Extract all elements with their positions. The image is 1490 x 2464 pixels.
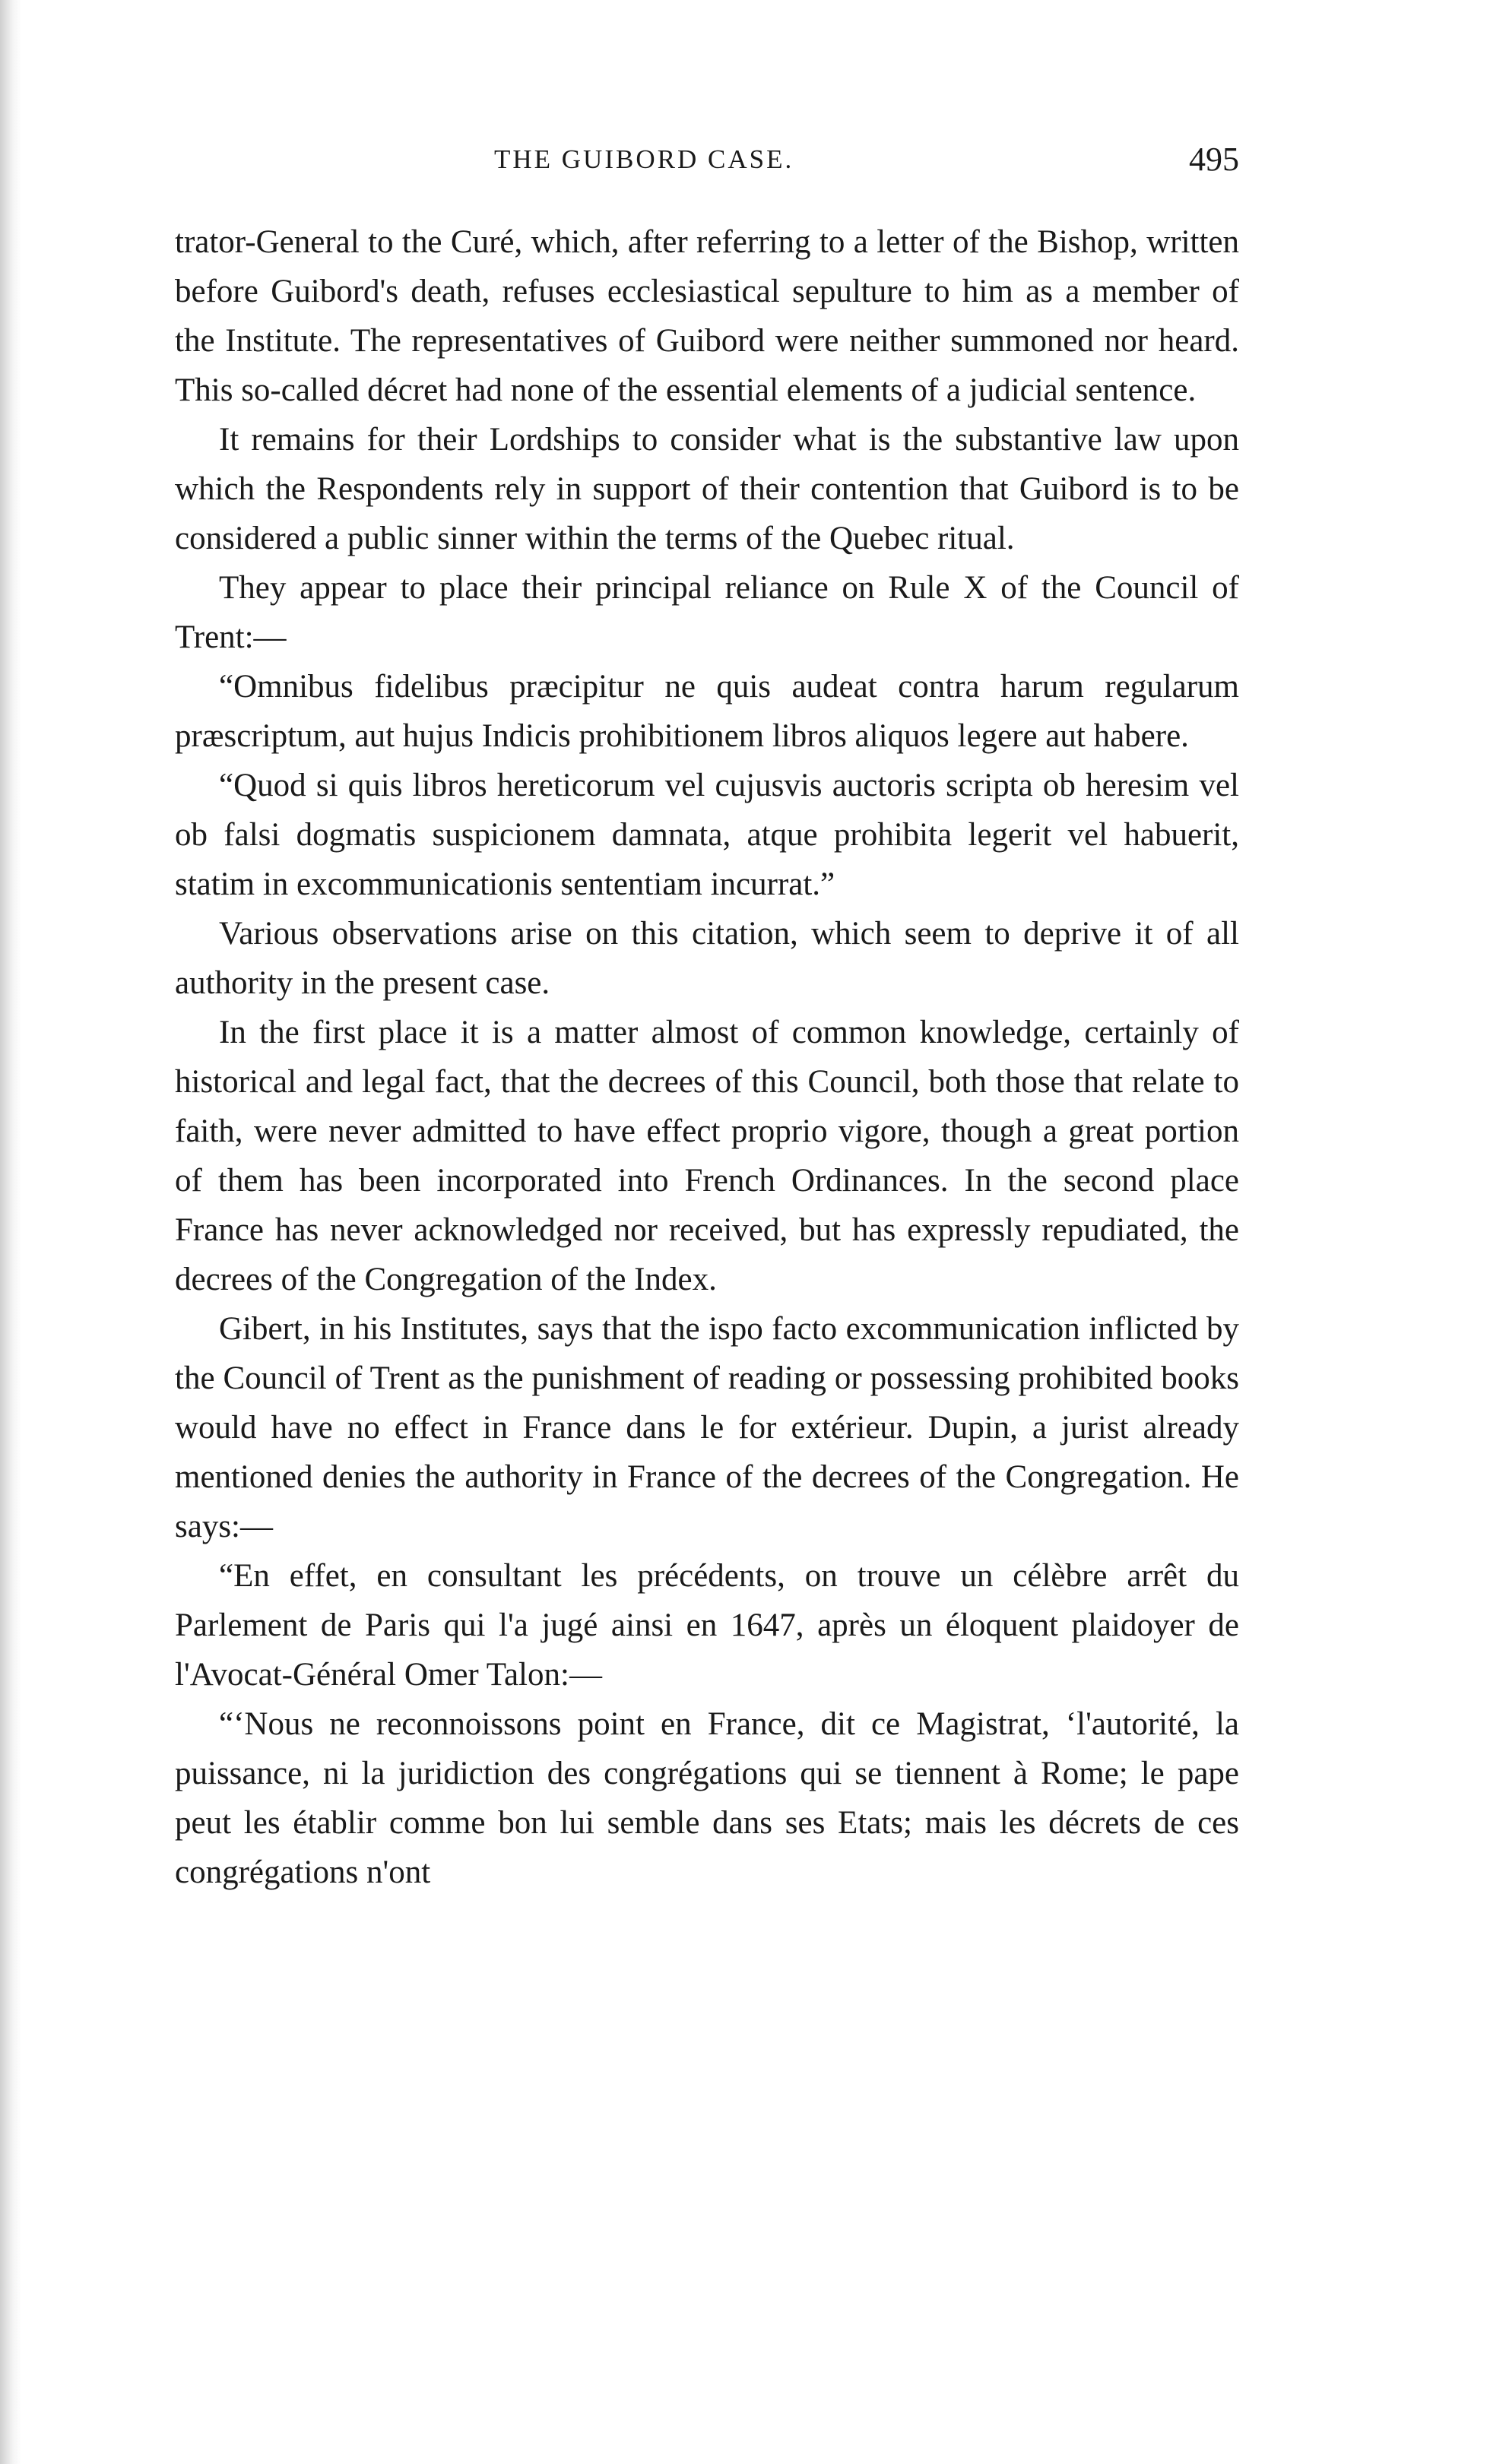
page-body <box>175 217 1239 1897</box>
paragraph-first-place: In the first place it is a matter almost of common knowledge, certainly of historical and legal fact, that the decrees of this Council, both those that relate to faith, were never admitted to have effect proprio vigore, though a great portion of them has been incorporated into French Ordinances. In the second place France has never acknowledged nor received, but has expressly repudiated, the decrees of the Congregation of the Index. <box>175 1015 1239 1297</box>
page-binding-edge <box>0 0 21 2464</box>
paragraph-continuation: trator-General to the Curé, which, after referring to a letter of the Bishop, written before Guibord's death, refuses ecclesiastical sepulture to him as a member of the Institute. The representatives of Guibord were neither summoned nor heard. This so-called décret had none of the essential elements of a judicial sentence. <box>175 224 1239 408</box>
paragraph-gibert: Gibert, in his Institutes, says that the ispo facto excommunication inflicted by the Council of Trent as the punishment of reading or possessing prohibited books would have no effect in France dans le for extérieur. Dupin, a jurist already mentioned denies the authority in France of the decrees of the Congregation. He says:— <box>175 1311 1239 1544</box>
running-title: THE GUIBORD CASE. <box>494 144 794 174</box>
quote-latin-2: “Quod si quis libros hereticorum vel cujusvis auctoris scripta ob heresim vel ob falsi dogmatis suspicionem damnata, atque prohibita legerit vel habuerit, statim in excommunicationis sententiam incurrat.” <box>175 768 1239 902</box>
paragraph-observations: Various observations arise on this citation, which seem to deprive it of all authority in the present case. <box>175 916 1239 1001</box>
quote-latin-1: “Omnibus fidelibus præcipitur ne quis audeat contra harum regularum præscriptum, aut hujus Indicis prohibitionem libros aliquos legere aut habere. <box>175 669 1239 754</box>
quote-french-2: “‘Nous ne reconnoissons point en France, dit ce Magistrat, ‘l'autorité, la puissance, ni la juridiction des congrégations qui se tiennent à Rome; le pape peut les établir comme bon lui semble dans ses Etats; mais les décrets de ces congrégations n'ont <box>175 1706 1239 1890</box>
paragraph-rule-x: They appear to place their principal reliance on Rule X of the Council of Trent:— <box>175 570 1239 655</box>
paragraph-substantive-law: It remains for their Lordships to consider what is the substantive law upon which the Respondents rely in support of their contention that Guibord is to be considered a public sinner within the terms of the Quebec ritual. <box>175 422 1239 556</box>
page-number: 495 <box>1189 141 1239 178</box>
page-header <box>175 141 1239 190</box>
quote-french-1: “En effet, en consultant les précédents, on trouve un célèbre arrêt du Parlement de Paris qui l'a jugé ainsi en 1647, après un éloquent plaidoyer de l'Avocat-Général Omer Talon:— <box>175 1558 1239 1693</box>
